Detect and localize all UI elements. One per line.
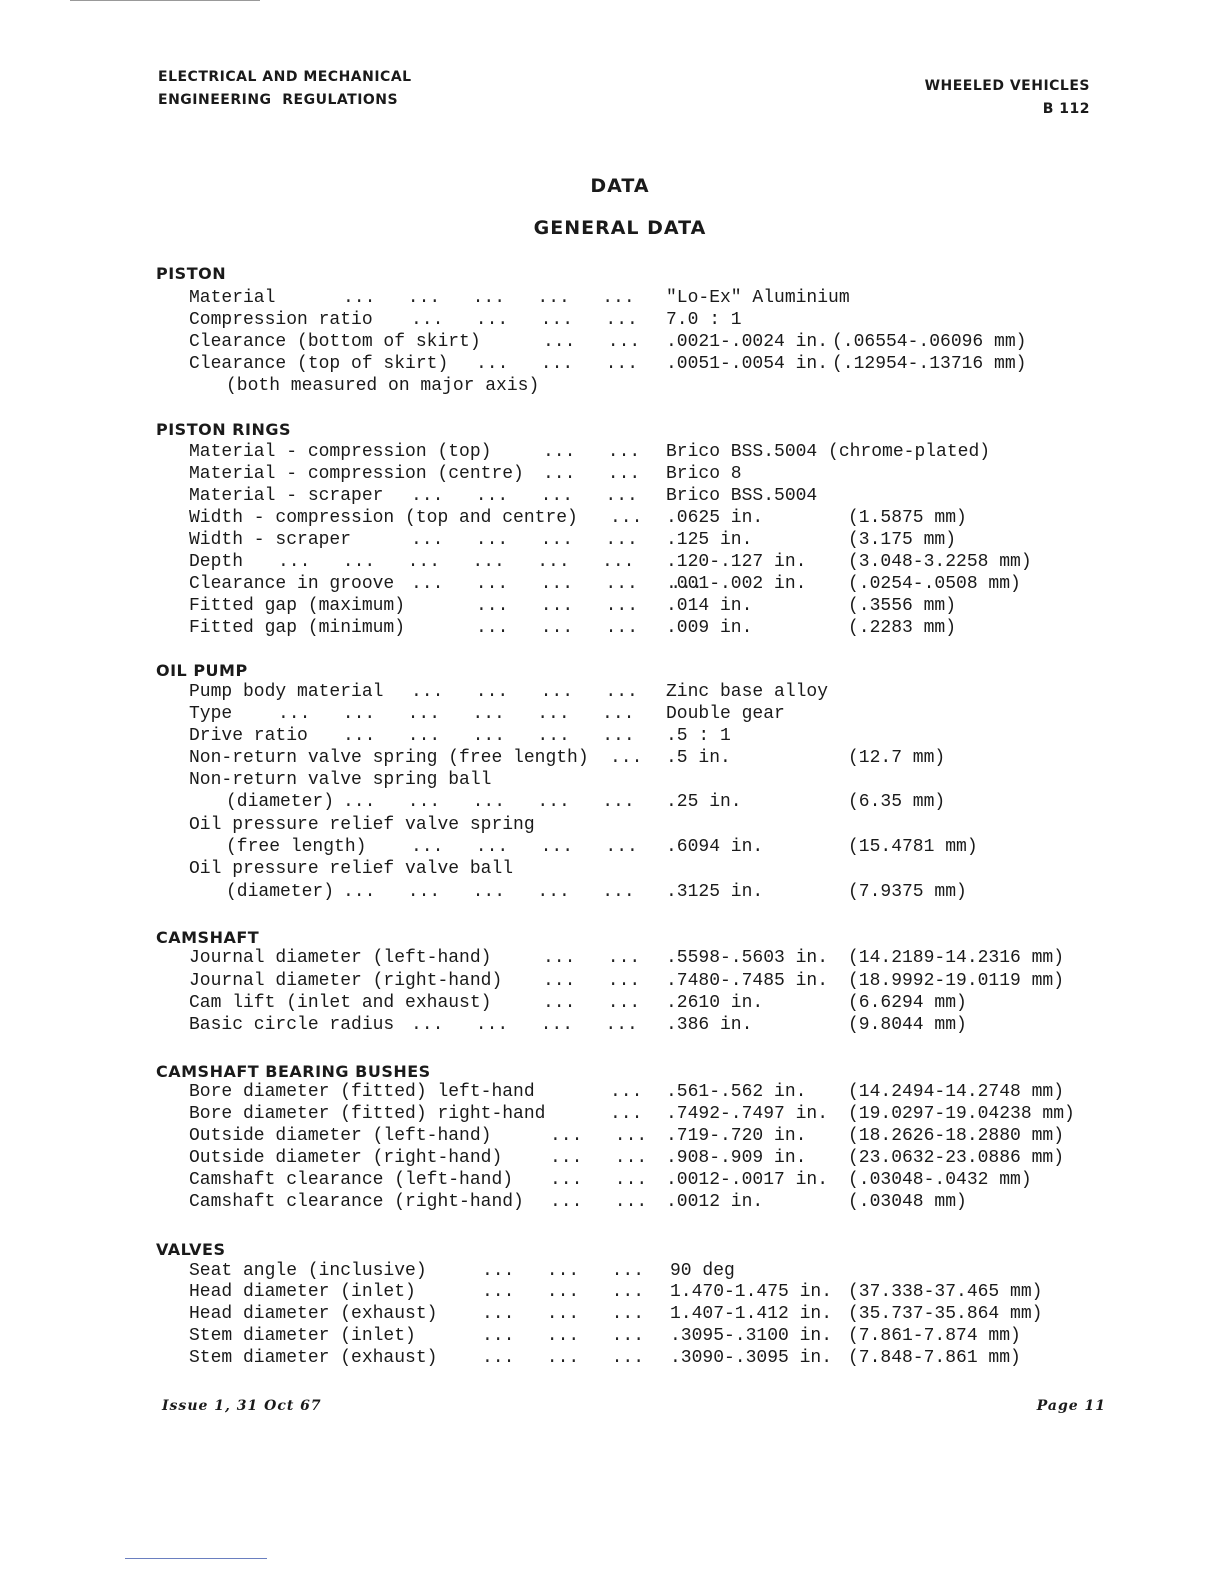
row-label: Fitted gap (maximum) — [189, 596, 406, 616]
row-value: 1.407-1.412 in. — [670, 1304, 833, 1324]
row-value: 1.470-1.475 in. — [670, 1282, 833, 1302]
section-title: CAMSHAFT — [156, 928, 260, 947]
row-label: Stem diameter (exhaust) — [189, 1348, 438, 1368]
leader-dots: ... ... — [550, 1148, 648, 1168]
row-label: Oil pressure relief valve spring — [189, 815, 535, 835]
header-left — [158, 66, 412, 112]
row-metric: (7.848-7.861 mm) — [848, 1348, 1021, 1368]
row-label: Head diameter (exhaust) — [189, 1304, 438, 1324]
row-metric: (9.8044 mm) — [848, 1015, 967, 1035]
row-metric: (.12954-.13716 mm) — [832, 354, 1027, 374]
footer-page-number: Page 11 — [1036, 1398, 1106, 1414]
row-metric: (.03048-.0432 mm) — [848, 1170, 1032, 1190]
row-label: Bore diameter (fitted) left-hand — [189, 1082, 535, 1102]
page-title: DATA — [590, 175, 650, 197]
data-row — [0, 1191, 1224, 1213]
row-value: .0012-.0017 in. — [666, 1170, 829, 1190]
row-label: Journal diameter (right-hand) — [189, 971, 503, 991]
row-value: Brico 8 — [666, 464, 742, 484]
row-metric: (6.6294 mm) — [848, 993, 967, 1013]
row-label: Clearance in groove — [189, 574, 395, 594]
data-row — [0, 309, 1224, 331]
row-value: .3090-.3095 in. — [670, 1348, 833, 1368]
data-row — [0, 814, 1224, 836]
leader-dots: ... ... — [550, 1192, 648, 1212]
page-subtitle: GENERAL DATA — [533, 217, 707, 239]
row-metric: (15.4781 mm) — [848, 837, 978, 857]
row-label: Basic circle radius — [189, 1015, 395, 1035]
section-title: OIL PUMP — [156, 661, 248, 680]
row-metric: (18.2626-18.2880 mm) — [848, 1126, 1065, 1146]
row-label: Material - compression (centre) — [189, 464, 524, 484]
data-row — [0, 551, 1224, 573]
row-label: Seat angle (inclusive) — [189, 1261, 427, 1281]
data-row — [0, 858, 1224, 880]
leader-dots: ... ... ... ... ... — [411, 574, 703, 594]
row-metric: (35.737-35.864 mm) — [848, 1304, 1043, 1324]
data-row — [0, 331, 1224, 353]
row-metric: (3.048-3.2258 mm) — [848, 552, 1032, 572]
row-value: Double gear — [666, 704, 785, 724]
scan-bottom-line — [125, 1558, 267, 1559]
data-row — [0, 1325, 1224, 1347]
row-label: (diameter) — [226, 882, 335, 902]
leader-dots: ... ... ... ... ... — [343, 726, 635, 746]
leader-dots: ... — [610, 748, 643, 768]
data-row — [0, 573, 1224, 595]
row-label: Drive ratio — [189, 726, 308, 746]
row-label: Outside diameter (left-hand) — [189, 1126, 492, 1146]
row-label: (diameter) — [226, 792, 335, 812]
row-label: Material — [189, 288, 276, 308]
data-row — [0, 791, 1224, 813]
data-row — [0, 769, 1224, 791]
row-value: .125 in. — [666, 530, 753, 550]
row-label: Journal diameter (left-hand) — [189, 948, 492, 968]
row-label: (free length) — [226, 837, 367, 857]
leader-dots: ... ... — [543, 993, 641, 1013]
row-label: Fitted gap (minimum) — [189, 618, 406, 638]
header-right — [925, 75, 1090, 121]
leader-dots: ... ... ... ... ... — [343, 288, 635, 308]
data-row — [0, 1169, 1224, 1191]
row-value: .0625 in. — [666, 508, 764, 528]
row-metric: (.2283 mm) — [848, 618, 957, 638]
data-row — [0, 507, 1224, 529]
row-value: 7.0 : 1 — [666, 310, 742, 330]
row-metric: (.0254-.0508 mm) — [848, 574, 1021, 594]
row-value: .25 in. — [666, 792, 742, 812]
leader-dots: ... ... ... — [476, 596, 639, 616]
row-label: Clearance (top of skirt) — [189, 354, 449, 374]
footer-issue: Issue 1, 31 Oct 67 — [162, 1398, 322, 1414]
row-label: Stem diameter (inlet) — [189, 1326, 416, 1346]
row-label: Width - compression (top and centre) — [189, 508, 578, 528]
data-row — [0, 463, 1224, 485]
leader-dots: ... ... — [550, 1126, 648, 1146]
row-value: .014 in. — [666, 596, 753, 616]
data-row — [0, 1125, 1224, 1147]
row-value: .5 : 1 — [666, 726, 731, 746]
data-row — [0, 1281, 1224, 1303]
section-title: PISTON — [156, 264, 227, 283]
header-left-line2: ENGINEERING REGULATIONS — [158, 92, 399, 108]
row-label: Head diameter (inlet) — [189, 1282, 416, 1302]
data-row — [0, 529, 1224, 551]
row-label: Outside diameter (right-hand) — [189, 1148, 503, 1168]
data-row — [0, 836, 1224, 858]
row-label: Width - scraper — [189, 530, 352, 550]
section-title: PISTON RINGS — [156, 420, 291, 439]
data-row — [0, 617, 1224, 639]
row-value: .3095-.3100 in. — [670, 1326, 833, 1346]
leader-dots: ... ... ... — [476, 354, 639, 374]
row-label: Compression ratio — [189, 310, 373, 330]
row-metric: (7.861-7.874 mm) — [848, 1326, 1021, 1346]
leader-dots: ... ... — [550, 1170, 648, 1190]
leader-dots: ... ... ... ... ... ... — [278, 704, 635, 724]
scan-top-line — [70, 0, 260, 1]
row-label: Pump body material — [189, 682, 384, 702]
data-row — [0, 947, 1224, 969]
row-value: Brico BSS.5004 (chrome-plated) — [666, 442, 991, 462]
row-value: 90 deg — [670, 1261, 735, 1281]
data-row — [0, 441, 1224, 463]
leader-dots: ... — [610, 508, 643, 528]
row-value: .2610 in. — [666, 993, 764, 1013]
row-value: .3125 in. — [666, 882, 764, 902]
leader-dots: ... ... ... ... ... — [343, 792, 635, 812]
row-value: .7480-.7485 in. — [666, 971, 829, 991]
data-row — [0, 485, 1224, 507]
leader-dots: ... ... ... ... — [411, 682, 638, 702]
leader-dots: ... ... — [543, 464, 641, 484]
data-row — [0, 1014, 1224, 1036]
row-label: Depth — [189, 552, 244, 572]
row-metric: (14.2494-14.2748 mm) — [848, 1082, 1065, 1102]
leader-dots: ... ... ... — [482, 1282, 645, 1302]
leader-dots: ... ... — [543, 971, 641, 991]
data-row — [0, 992, 1224, 1014]
data-row — [0, 595, 1224, 617]
row-value: .561-.562 in. — [666, 1082, 807, 1102]
row-value: .0051-.0054 in. — [666, 354, 829, 374]
row-metric: (.03048 mm) — [848, 1192, 967, 1212]
row-label: Bore diameter (fitted) right-hand — [189, 1104, 546, 1124]
data-row — [0, 1260, 1224, 1282]
row-label: Type — [189, 704, 233, 724]
row-value: "Lo-Ex" Aluminium — [666, 288, 850, 308]
leader-dots: ... ... ... ... ... ... — [278, 552, 635, 572]
leader-dots: ... ... ... ... ... — [343, 882, 635, 902]
row-metric: (.3556 mm) — [848, 596, 957, 616]
leader-dots: ... — [610, 1104, 643, 1124]
row-value: .0021-.0024 in. — [666, 332, 829, 352]
row-metric: (23.0632-23.0886 mm) — [848, 1148, 1065, 1168]
row-metric: (7.9375 mm) — [848, 882, 967, 902]
leader-dots: ... ... ... ... — [411, 310, 638, 330]
row-value: .009 in. — [666, 618, 753, 638]
leader-dots: ... ... ... — [482, 1261, 645, 1281]
data-row — [0, 1347, 1224, 1369]
row-value: .120-.127 in. — [666, 552, 807, 572]
leader-dots: ... ... ... ... — [411, 486, 638, 506]
row-value: .386 in. — [666, 1015, 753, 1035]
leader-dots: ... ... ... ... — [411, 1015, 638, 1035]
row-value: .5598-.5603 in. — [666, 948, 829, 968]
row-label: Camshaft clearance (left-hand) — [189, 1170, 514, 1190]
data-row — [0, 353, 1224, 375]
data-row — [0, 375, 1224, 397]
header-right-line2: B 112 — [1042, 101, 1090, 117]
data-row — [0, 1147, 1224, 1169]
row-metric: (12.7 mm) — [848, 748, 946, 768]
row-metric: (.06554-.06096 mm) — [832, 332, 1027, 352]
data-row — [0, 725, 1224, 747]
leader-dots: ... ... ... ... — [411, 837, 638, 857]
row-label: Material - compression (top) — [189, 442, 492, 462]
row-metric: (3.175 mm) — [848, 530, 957, 550]
row-metric: (37.338-37.465 mm) — [848, 1282, 1043, 1302]
leader-dots: ... ... ... — [476, 618, 639, 638]
data-row — [0, 1303, 1224, 1325]
data-row — [0, 287, 1224, 309]
leader-dots: ... ... ... — [482, 1348, 645, 1368]
row-metric: (19.0297-19.04238 mm) — [848, 1104, 1075, 1124]
leader-dots: ... ... — [543, 948, 641, 968]
section-title: CAMSHAFT BEARING BUSHES — [156, 1062, 431, 1081]
row-label: Non-return valve spring (free length) — [189, 748, 589, 768]
row-label: Camshaft clearance (right-hand) — [189, 1192, 524, 1212]
row-value: Brico BSS.5004 — [666, 486, 818, 506]
row-value: .719-.720 in. — [666, 1126, 807, 1146]
row-metric: (6.35 mm) — [848, 792, 946, 812]
row-value: .0012 in. — [666, 1192, 764, 1212]
leader-dots: ... ... ... ... — [411, 530, 638, 550]
header-left-line1: ELECTRICAL AND MECHANICAL — [158, 69, 412, 85]
row-label: Material - scraper — [189, 486, 384, 506]
row-value: .6094 in. — [666, 837, 764, 857]
data-row — [0, 1103, 1224, 1125]
row-label: (both measured on major axis) — [226, 376, 540, 396]
header-right-line1: WHEELED VEHICLES — [924, 78, 1090, 94]
data-row — [0, 681, 1224, 703]
leader-dots: ... ... ... — [482, 1304, 645, 1324]
data-row — [0, 1081, 1224, 1103]
row-metric: (18.9992-19.0119 mm) — [848, 971, 1065, 991]
leader-dots: ... ... — [543, 442, 641, 462]
row-label: Clearance (bottom of skirt) — [189, 332, 481, 352]
data-row — [0, 703, 1224, 725]
row-value: .001-.002 in. — [666, 574, 807, 594]
leader-dots: ... ... ... — [482, 1326, 645, 1346]
data-row — [0, 970, 1224, 992]
row-label: Oil pressure relief valve ball — [189, 859, 514, 879]
leader-dots: ... ... — [543, 332, 641, 352]
row-metric: (1.5875 mm) — [848, 508, 967, 528]
row-value: .908-.909 in. — [666, 1148, 807, 1168]
row-value: .5 in. — [666, 748, 731, 768]
row-value: .7492-.7497 in. — [666, 1104, 829, 1124]
row-value: Zinc base alloy — [666, 682, 829, 702]
row-metric: (14.2189-14.2316 mm) — [848, 948, 1065, 968]
data-row — [0, 881, 1224, 903]
row-label: Cam lift (inlet and exhaust) — [189, 993, 492, 1013]
row-label: Non-return valve spring ball — [189, 770, 492, 790]
leader-dots: ... — [610, 1082, 643, 1102]
section-title: VALVES — [156, 1240, 226, 1259]
data-row — [0, 747, 1224, 769]
